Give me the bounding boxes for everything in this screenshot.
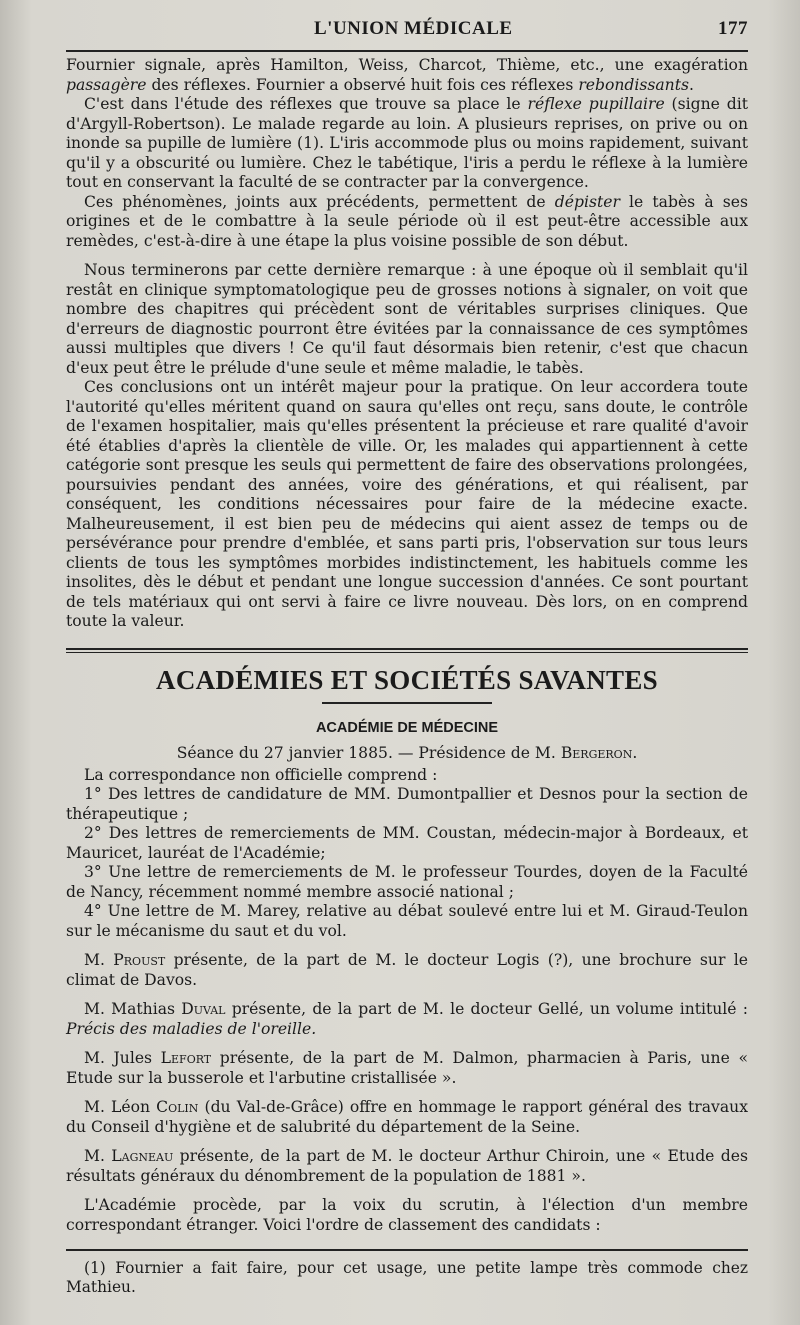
footnote: (1) Fournier a fait faire, pour cet usage, une petite lampe très commode chez Mathieu. bbox=[66, 1259, 748, 1296]
paragraph-lagneau: M. Lagneau présente, de la part de M. le docteur Arthur Chiroin, une « Etude des résultats généraux du dénombrement de la population de 1881 ». bbox=[66, 1147, 748, 1185]
paragraph-pupillary-reflex: C'est dans l'étude des réflexes que trouve sa place le réflexe pupillaire (signe dit d'Argyll-Robertson). Le malade regarde au loin. A plusieurs reprises, on prive ou on inonde sa pupille de lumière (1). L'iris accommode plus ou moins rapidement, suivant qu'il y a obscurité ou lumière. Chez le tabétique, l'iris a perdu le réflexe à la lumière tout en conservant la faculté de se contracter par la convergence. bbox=[66, 95, 748, 191]
page-number: 177 bbox=[718, 18, 748, 39]
paragraph-duval: M. Mathias Duval présente, de la part de M. le docteur Gellé, un volume intitulé : Précis des maladies de l'oreille. bbox=[66, 1000, 748, 1038]
paragraph-phenomena: Ces phénomènes, joints aux précédents, permettent de dépister le tabès à ses origines et de le combattre à la seule période où il est peut-être accessible aux remèdes, c'est-à-dire à une étape la plus voisine possible de son début. bbox=[66, 192, 748, 250]
footnote-rule bbox=[66, 1249, 748, 1251]
paragraph-final-remark: Nous terminerons par cette dernière remarque : à une époque où il semblait qu'il restât en clinique symptomatologique peu de grosses notions à signaler, on voit que nombre des chapitres qui précèdent sont de véritables surprises cliniques. Que d'erreurs de diagnostic pourront être évitées par la connaissance de ces symptômes aussi multiples que divers ! Ce qu'il faut désormais bien retenir, c'est que chacun d'eux peut être le prélude d'une seule et même maladie, le tabès. bbox=[66, 261, 748, 377]
paragraph-reflexes: Fournier signale, après Hamilton, Weiss, Charcot, Thième, etc., une exagération passagère des réflexes. Fournier a observé huit fois ces réflexes rebondissants. bbox=[66, 56, 748, 94]
paragraph-proust: M. Proust présente, de la part de M. le docteur Logis (?), une brochure sur le climat de Davos. bbox=[66, 951, 748, 989]
correspondence-item-4: 4° Une lettre de M. Marey, relative au débat soulevé entre lui et M. Giraud-Teulon sur le mécanisme du saut et du vol. bbox=[66, 902, 748, 940]
section-divider bbox=[66, 648, 748, 653]
academy-subtitle: ACADÉMIE DE MÉDECINE bbox=[315, 719, 499, 736]
paragraph-conclusions: Ces conclusions ont un intérêt majeur pour la pratique. On leur accordera toute l'autorité qu'elles méritent quand on saura qu'elles ont reçu, sans doute, le contrôle de l'examen hospitalier, mais qu'elles présentent la précieuse et rare qualité d'avoir été établies d'après la clientèle de ville. Or, les malades qui appartiennent à cette catégorie sont presque les seuls qui permettent de faire des observations prolongées, poursuivies pendant des années, voire des générations, et qui réalisent, par conséquent, les conditions nécessaires pour faire de la médecine exacte. Malheureusement, il est bien peu de médecins qui aient assez de temps ou de persévérance pour prendre d'emblée, et sans parti pris, l'observation sur tous leurs clients de tous les symptômes morbides indistinctement, les habituels comme les insolites, dès le début et pendant une longue succession d'années. Ce sont pourtant de tels matériaux qui ont servi à faire ce livre nouveau. Dès lors, on en comprend toute la valeur. bbox=[66, 378, 748, 630]
correspondence-item-1: 1° Des lettres de candidature de MM. Dumontpallier et Desnos pour la section de thérapeutique ; bbox=[66, 785, 748, 823]
seance-line: Séance du 27 janvier 1885. — Présidence de M. Bergeron. bbox=[176, 743, 638, 762]
correspondence-intro: La correspondance non officielle comprend : bbox=[84, 765, 438, 784]
title-rule bbox=[322, 702, 492, 704]
paragraph-colin: M. Léon Colin (du Val-de-Grâce) offre en hommage le rapport général des travaux du Conseil d'hygiène et de salubrité du département de la Seine. bbox=[66, 1098, 748, 1136]
journal-title: L'UNION MÉDICALE bbox=[314, 18, 513, 39]
section-title: ACADÉMIES ET SOCIÉTÉS SAVANTES bbox=[156, 664, 658, 695]
correspondence-item-3: 3° Une lettre de remerciements de M. le professeur Tourdes, doyen de la Faculté de Nancy, récemment nommé membre associé national ; bbox=[66, 863, 748, 901]
paragraph-lefort: M. Jules Lefort présente, de la part de M. Dalmon, pharmacien à Paris, une « Etude sur la busserole et l'arbutine cristallisée ». bbox=[66, 1049, 748, 1087]
header-rule bbox=[66, 50, 748, 52]
running-head bbox=[66, 18, 748, 44]
correspondence-item-2: 2° Des lettres de remerciements de MM. Coustan, médecin-major à Bordeaux, et Mauricet, lauréat de l'Académie; bbox=[66, 824, 748, 862]
paragraph-election: L'Académie procède, par la voix du scrutin, à l'élection d'un membre correspondant étranger. Voici l'ordre de classement des candidats : bbox=[66, 1196, 748, 1234]
